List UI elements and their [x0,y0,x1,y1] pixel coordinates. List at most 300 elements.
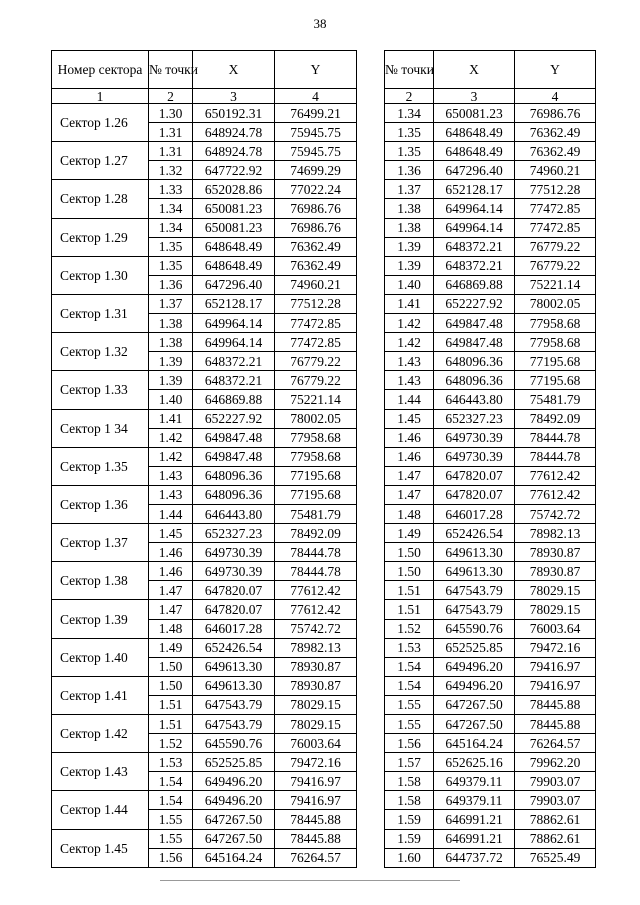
x-cell: 646869.88 [193,390,275,409]
table-row [385,810,596,829]
table-row [385,791,596,810]
table-row [385,428,596,447]
table-row [52,753,357,772]
point-number-cell: 1.51 [385,581,434,600]
x-cell: 646869.88 [434,275,515,294]
table-row [52,447,357,466]
table-row [385,447,596,466]
x-cell: 649613.30 [193,657,275,676]
table-row [385,676,596,695]
y-cell: 78862.61 [515,810,596,829]
point-number-cell: 1.38 [385,218,434,237]
y-cell: 75945.75 [275,123,357,142]
y-cell: 78930.87 [515,543,596,562]
table-row [385,829,596,848]
point-number-cell: 1.58 [385,772,434,791]
y-cell: 76264.57 [515,734,596,753]
sector-name-cell: Сектор 1.39 [52,600,149,638]
x-cell: 648372.21 [193,371,275,390]
header-point-number: № точки [385,51,434,89]
sector-name-cell: Сектор 1.43 [52,753,149,791]
x-cell: 647267.50 [193,829,275,848]
table-row [385,161,596,180]
x-cell: 652327.23 [193,524,275,543]
table-row [385,237,596,256]
x-cell: 647267.50 [434,715,515,734]
table-row [385,638,596,657]
header-y: Y [275,51,357,89]
y-cell: 74699.29 [275,161,357,180]
point-number-cell: 1.46 [385,447,434,466]
x-cell: 647296.40 [434,161,515,180]
sector-name-cell: Сектор 1.40 [52,638,149,676]
x-cell: 648372.21 [434,256,515,275]
table-row [52,409,357,428]
point-number-cell: 1.36 [149,275,193,294]
point-number-cell: 1.42 [385,314,434,333]
x-cell: 649847.48 [434,314,515,333]
y-cell: 75742.72 [275,619,357,638]
x-cell: 648648.49 [193,237,275,256]
x-cell: 646443.80 [434,390,515,409]
y-cell: 75481.79 [275,504,357,523]
point-number-cell: 1.51 [385,600,434,619]
point-number-cell: 1.46 [385,428,434,447]
sector-name-cell: Сектор 1.44 [52,791,149,829]
point-number-cell: 1.36 [385,161,434,180]
point-number-cell: 1.35 [385,123,434,142]
header-y: Y [515,51,596,89]
point-number-cell: 1.35 [385,142,434,161]
y-cell: 76779.22 [515,237,596,256]
y-cell: 76362.49 [275,256,357,275]
y-cell: 78930.87 [275,657,357,676]
sector-name-cell: Сектор 1.35 [52,447,149,485]
table-row [385,734,596,753]
point-number-cell: 1.47 [385,485,434,504]
x-cell: 649730.39 [193,543,275,562]
sector-name-cell: Сектор 1.38 [52,562,149,600]
point-number-cell: 1.38 [149,314,193,333]
x-cell: 647267.50 [193,810,275,829]
point-number-cell: 1.54 [385,657,434,676]
y-cell: 78445.88 [275,810,357,829]
x-cell: 647820.07 [434,485,515,504]
x-cell: 645164.24 [434,734,515,753]
point-number-cell: 1.39 [149,371,193,390]
x-cell: 648648.49 [434,123,515,142]
x-cell: 648096.36 [193,466,275,485]
point-number-cell: 1.41 [385,294,434,313]
y-cell: 79472.16 [515,638,596,657]
point-number-cell: 1.38 [149,333,193,352]
y-cell: 76003.64 [275,734,357,753]
x-cell: 649847.48 [193,447,275,466]
point-number-cell: 1.42 [149,428,193,447]
point-number-cell: 1.38 [385,199,434,218]
point-number-cell: 1.43 [149,485,193,504]
x-cell: 648924.78 [193,123,275,142]
table-row [385,600,596,619]
right-coordinates-table [384,50,596,868]
point-number-cell: 1.35 [149,237,193,256]
y-cell: 76986.76 [275,218,357,237]
table-row [52,104,357,123]
table-row [385,104,596,123]
y-cell: 77958.68 [275,447,357,466]
y-cell: 79962.20 [515,753,596,772]
table-row [385,543,596,562]
x-cell: 652128.17 [193,294,275,313]
x-cell: 649964.14 [193,333,275,352]
x-cell: 649847.48 [434,333,515,352]
x-cell: 644737.72 [434,848,515,867]
x-cell: 649847.48 [193,428,275,447]
table-row [385,390,596,409]
point-number-cell: 1.43 [385,352,434,371]
point-number-cell: 1.56 [385,734,434,753]
y-cell: 77612.42 [275,581,357,600]
y-cell: 78982.13 [515,524,596,543]
x-cell: 652426.54 [434,524,515,543]
point-number-cell: 1.42 [385,333,434,352]
column-number: 4 [515,89,596,104]
point-number-cell: 1.50 [385,543,434,562]
y-cell: 75945.75 [275,142,357,161]
y-cell: 76362.49 [515,123,596,142]
x-cell: 646991.21 [434,810,515,829]
x-cell: 652327.23 [434,409,515,428]
sector-name-cell: Сектор 1.28 [52,180,149,218]
y-cell: 77512.28 [275,294,357,313]
x-cell: 652525.85 [193,753,275,772]
point-number-cell: 1.44 [149,504,193,523]
point-number-cell: 1.37 [385,180,434,199]
point-number-cell: 1.49 [385,524,434,543]
point-number-cell: 1.59 [385,810,434,829]
left-coordinates-table [51,50,357,868]
y-cell: 78930.87 [515,562,596,581]
sector-name-cell: Сектор 1 34 [52,409,149,447]
x-cell: 647267.50 [434,695,515,714]
table-row [52,715,357,734]
y-cell: 76986.76 [515,104,596,123]
table-row [52,562,357,581]
x-cell: 647722.92 [193,161,275,180]
y-cell: 76362.49 [515,142,596,161]
point-number-cell: 1.39 [385,256,434,275]
y-cell: 76525.49 [515,848,596,867]
y-cell: 78445.88 [515,715,596,734]
table-row [385,123,596,142]
point-number-cell: 1.47 [149,581,193,600]
point-number-cell: 1.54 [149,772,193,791]
y-cell: 76986.76 [275,199,357,218]
column-number: 2 [385,89,434,104]
point-number-cell: 1.55 [385,695,434,714]
x-cell: 650081.23 [193,218,275,237]
point-number-cell: 1.54 [385,676,434,695]
table-row [52,142,357,161]
y-cell: 78444.78 [515,428,596,447]
point-number-cell: 1.43 [149,466,193,485]
sector-name-cell: Сектор 1.26 [52,104,149,142]
table-row [385,524,596,543]
x-cell: 649379.11 [434,791,515,810]
y-cell: 77195.68 [515,352,596,371]
x-cell: 646443.80 [193,504,275,523]
x-cell: 645164.24 [193,848,275,867]
header-x: X [434,51,515,89]
table-row [385,352,596,371]
table-row [52,333,357,352]
column-number: 2 [149,89,193,104]
table-row [385,142,596,161]
header-x: X [193,51,275,89]
point-number-cell: 1.53 [149,753,193,772]
point-number-cell: 1.39 [149,352,193,371]
sector-name-cell: Сектор 1.37 [52,524,149,562]
y-cell: 77472.85 [275,333,357,352]
point-number-cell: 1.40 [385,275,434,294]
point-number-cell: 1.55 [149,829,193,848]
y-cell: 77512.28 [515,180,596,199]
point-number-cell: 1.49 [149,638,193,657]
x-cell: 647543.79 [193,695,275,714]
table-row [52,676,357,695]
sector-name-cell: Сектор 1.42 [52,715,149,753]
table-row [385,199,596,218]
x-cell: 649613.30 [434,543,515,562]
x-cell: 647543.79 [434,581,515,600]
y-cell: 79416.97 [515,676,596,695]
point-number-cell: 1.50 [149,657,193,676]
sector-name-cell: Сектор 1.36 [52,485,149,523]
point-number-cell: 1.48 [149,619,193,638]
x-cell: 648924.78 [193,142,275,161]
y-cell: 78029.15 [275,715,357,734]
table-row [385,409,596,428]
table-row [385,715,596,734]
point-number-cell: 1.50 [385,562,434,581]
y-cell: 76003.64 [515,619,596,638]
column-number: 3 [434,89,515,104]
table-row [52,218,357,237]
point-number-cell: 1.53 [385,638,434,657]
y-cell: 78445.88 [275,829,357,848]
y-cell: 77472.85 [515,218,596,237]
y-cell: 77612.42 [515,466,596,485]
x-cell: 652128.17 [434,180,515,199]
y-cell: 78002.05 [515,294,596,313]
x-cell: 648372.21 [193,352,275,371]
point-number-cell: 1.34 [149,218,193,237]
x-cell: 647820.07 [193,600,275,619]
header-sector-number: Номер сектора [52,51,149,89]
y-cell: 78444.78 [275,543,357,562]
x-cell: 652227.92 [193,409,275,428]
point-number-cell: 1.34 [149,199,193,218]
sector-name-cell: Сектор 1.32 [52,333,149,371]
y-cell: 78029.15 [515,600,596,619]
point-number-cell: 1.43 [385,371,434,390]
y-cell: 76779.22 [275,371,357,390]
x-cell: 650081.23 [193,199,275,218]
x-cell: 649730.39 [434,447,515,466]
point-number-cell: 1.41 [149,409,193,428]
y-cell: 78862.61 [515,829,596,848]
x-cell: 645590.76 [193,734,275,753]
table-row [385,333,596,352]
table-row [385,581,596,600]
sector-name-cell: Сектор 1.41 [52,676,149,714]
bottom-divider [160,880,460,881]
x-cell: 652625.16 [434,753,515,772]
y-cell: 78444.78 [275,562,357,581]
x-cell: 652028.86 [193,180,275,199]
y-cell: 75221.14 [515,275,596,294]
x-cell: 648096.36 [434,371,515,390]
table-row [385,256,596,275]
y-cell: 78029.15 [275,695,357,714]
point-number-cell: 1.52 [385,619,434,638]
x-cell: 647296.40 [193,275,275,294]
table-row [385,180,596,199]
table-row [385,485,596,504]
table-row [385,218,596,237]
y-cell: 75742.72 [515,504,596,523]
x-cell: 646991.21 [434,829,515,848]
x-cell: 646017.28 [193,619,275,638]
table-row [385,619,596,638]
x-cell: 649730.39 [193,562,275,581]
y-cell: 79903.07 [515,791,596,810]
x-cell: 648096.36 [193,485,275,504]
column-number: 3 [193,89,275,104]
y-cell: 79416.97 [275,791,357,810]
sector-name-cell: Сектор 1.31 [52,294,149,332]
table-row [385,275,596,294]
x-cell: 647820.07 [193,581,275,600]
y-cell: 74960.21 [275,275,357,294]
y-cell: 77472.85 [275,314,357,333]
y-cell: 76779.22 [275,352,357,371]
y-cell: 79416.97 [515,657,596,676]
table-row [52,371,357,390]
table-row [385,772,596,791]
sector-name-cell: Сектор 1.29 [52,218,149,256]
point-number-cell: 1.34 [385,104,434,123]
point-number-cell: 1.50 [149,676,193,695]
x-cell: 649964.14 [193,314,275,333]
y-cell: 78492.09 [275,524,357,543]
x-cell: 649730.39 [434,428,515,447]
x-cell: 648648.49 [434,142,515,161]
table-row [52,600,357,619]
point-number-cell: 1.39 [385,237,434,256]
table-row [52,294,357,313]
header-point-number: № точки [149,51,193,89]
point-number-cell: 1.45 [385,409,434,428]
x-cell: 649613.30 [193,676,275,695]
y-cell: 74960.21 [515,161,596,180]
point-number-cell: 1.60 [385,848,434,867]
point-number-cell: 1.42 [149,447,193,466]
x-cell: 649496.20 [193,772,275,791]
table-row [385,562,596,581]
table-row [52,791,357,810]
x-cell: 649496.20 [434,657,515,676]
y-cell: 78002.05 [275,409,357,428]
y-cell: 77958.68 [275,428,357,447]
point-number-cell: 1.58 [385,791,434,810]
point-number-cell: 1.46 [149,543,193,562]
point-number-cell: 1.55 [385,715,434,734]
x-cell: 646017.28 [434,504,515,523]
column-number: 1 [52,89,149,104]
point-number-cell: 1.56 [149,848,193,867]
table-row [385,466,596,485]
column-number: 4 [275,89,357,104]
point-number-cell: 1.33 [149,180,193,199]
point-number-cell: 1.52 [149,734,193,753]
page-number: 38 [313,16,327,31]
point-number-cell: 1.44 [385,390,434,409]
y-cell: 77612.42 [275,600,357,619]
x-cell: 647820.07 [434,466,515,485]
y-cell: 75481.79 [515,390,596,409]
point-number-cell: 1.30 [149,104,193,123]
x-cell: 648648.49 [193,256,275,275]
y-cell: 78492.09 [515,409,596,428]
table-row [52,180,357,199]
table-row [52,524,357,543]
point-number-cell: 1.31 [149,142,193,161]
x-cell: 649379.11 [434,772,515,791]
point-number-cell: 1.47 [149,600,193,619]
sector-name-cell: Сектор 1.30 [52,256,149,294]
y-cell: 79472.16 [275,753,357,772]
sector-name-cell: Сектор 1.27 [52,142,149,180]
y-cell: 77958.68 [515,333,596,352]
y-cell: 77612.42 [515,485,596,504]
point-number-cell: 1.57 [385,753,434,772]
table-row [385,695,596,714]
y-cell: 77022.24 [275,180,357,199]
y-cell: 76499.21 [275,104,357,123]
point-number-cell: 1.54 [149,791,193,810]
x-cell: 650081.23 [434,104,515,123]
point-number-cell: 1.55 [149,810,193,829]
y-cell: 76779.22 [515,256,596,275]
y-cell: 78982.13 [275,638,357,657]
point-number-cell: 1.31 [149,123,193,142]
point-number-cell: 1.48 [385,504,434,523]
point-number-cell: 1.47 [385,466,434,485]
x-cell: 652227.92 [434,294,515,313]
x-cell: 649964.14 [434,218,515,237]
sector-name-cell: Сектор 1.45 [52,829,149,867]
x-cell: 647543.79 [434,600,515,619]
x-cell: 648372.21 [434,237,515,256]
x-cell: 647543.79 [193,715,275,734]
table-row [52,256,357,275]
table-row [385,314,596,333]
x-cell: 650192.31 [193,104,275,123]
table-row [385,848,596,867]
y-cell: 78445.88 [515,695,596,714]
y-cell: 79416.97 [275,772,357,791]
